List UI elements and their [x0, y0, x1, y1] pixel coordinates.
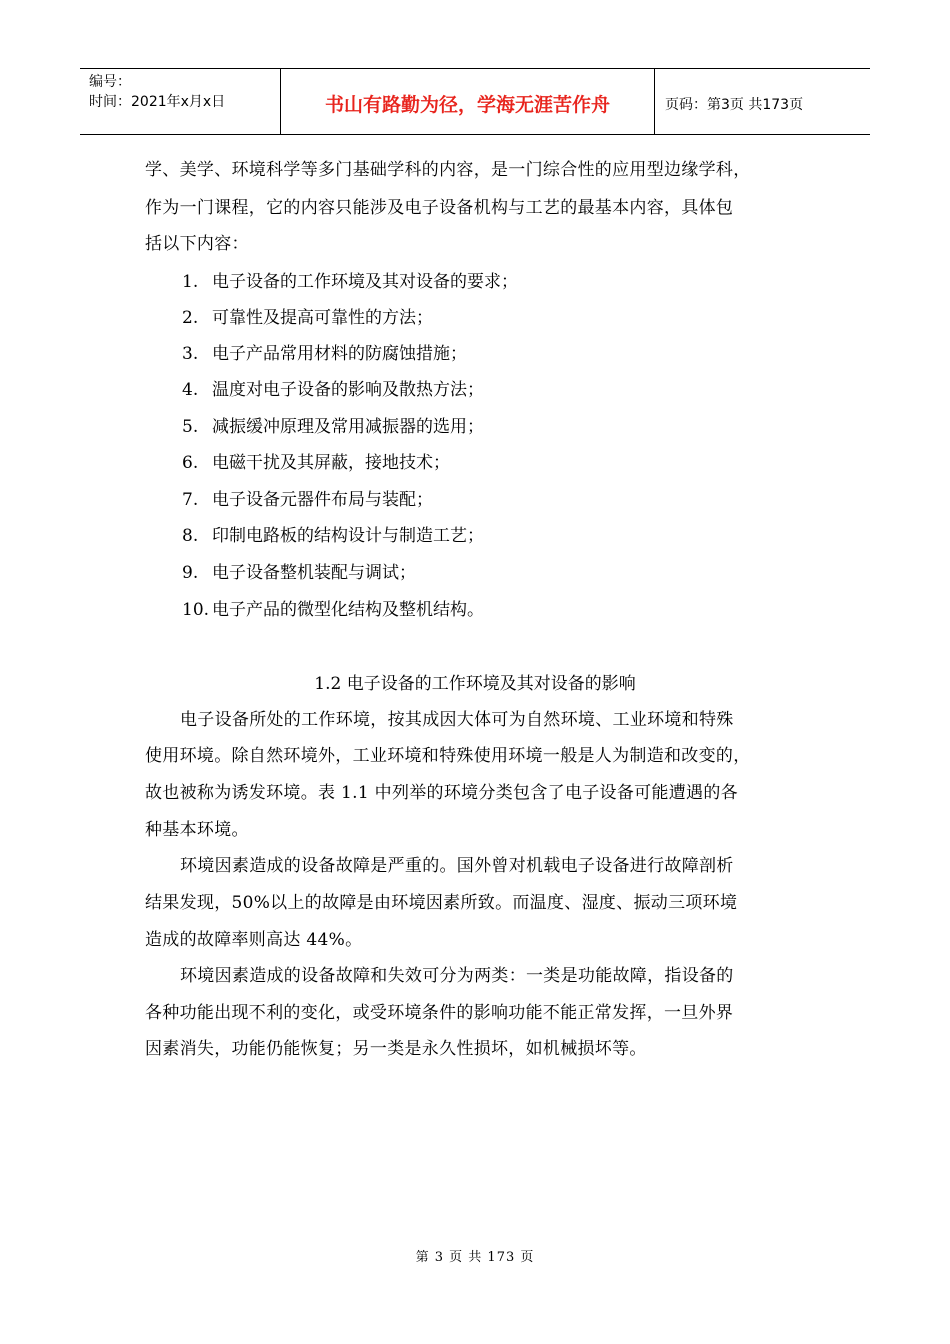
- header-meta-cell: [80, 69, 281, 134]
- document-time-label: 时间：2021年x月x日: [89, 94, 226, 110]
- paragraph-line: 环境因素造成的设备故障和失效可分为两类：一类是功能故障，指设备的: [180, 966, 734, 986]
- paragraph-line: 结果发现，50%以上的故障是由环境因素所致。而温度、湿度、振动三项环境: [145, 893, 738, 913]
- header-page-info: 页码：第3页 共173页: [665, 96, 804, 113]
- list-item: 10. 电子产品的微型化结构及整机结构。: [182, 600, 484, 620]
- intro-line: 作为一门课程，它的内容只能涉及电子设备机构与工艺的最基本内容，具体包: [145, 198, 734, 218]
- paragraph-line: 造成的故障率则高达 44%。: [145, 930, 363, 950]
- document-number-label: 编号：: [89, 74, 131, 90]
- paragraph-line: 使用环境。除自然环境外，工业环境和特殊使用环境一般是人为制造和改变的，: [145, 746, 751, 766]
- paragraph-line: 各种功能出现不利的变化，或受环境条件的影响功能不能正常发挥，一旦外界: [145, 1003, 734, 1023]
- paragraph-line: 因素消失，功能仍能恢复；另一类是永久性损坏，如机械损坏等。: [145, 1039, 647, 1059]
- list-item: 2. 可靠性及提高可靠性的方法；: [182, 308, 433, 328]
- paragraph-line: 种基本环境。: [145, 820, 249, 840]
- list-item: 9. 电子设备整机装配与调试；: [182, 563, 416, 583]
- list-item: 5. 减振缓冲原理及常用减振器的选用；: [182, 417, 484, 437]
- intro-line: 括以下内容：: [145, 234, 249, 254]
- section-heading: 1.2 电子设备的工作环境及其对设备的影响: [314, 674, 636, 694]
- list-item: 4. 温度对电子设备的影响及散热方法；: [182, 380, 484, 400]
- list-item: 6. 电磁干扰及其屏蔽，接地技术；: [182, 453, 450, 473]
- page-footer: 第 3 页 共 173 页: [415, 1250, 535, 1265]
- document-header: [80, 68, 870, 135]
- list-item: 3. 电子产品常用材料的防腐蚀措施；: [182, 344, 467, 364]
- list-item: 7. 电子设备元器件布局与装配；: [182, 490, 433, 510]
- paragraph-line: 环境因素造成的设备故障是严重的。国外曾对机载电子设备进行故障剖析: [180, 856, 734, 876]
- list-item: 1. 电子设备的工作环境及其对设备的要求；: [182, 272, 518, 292]
- header-motto: 书山有路勤为径，学海无涯苦作舟: [281, 69, 655, 134]
- list-item: 8. 印制电路板的结构设计与制造工艺；: [182, 526, 484, 546]
- paragraph-line: 电子设备所处的工作环境，按其成因大体可为自然环境、工业环境和特殊: [180, 710, 734, 730]
- paragraph-line: 故也被称为诱发环境。表 1.1 中列举的环境分类包含了电子设备可能遭遇的各: [145, 783, 738, 803]
- intro-line: 学、美学、环境科学等多门基础学科的内容，是一门综合性的应用型边缘学科，: [145, 160, 751, 180]
